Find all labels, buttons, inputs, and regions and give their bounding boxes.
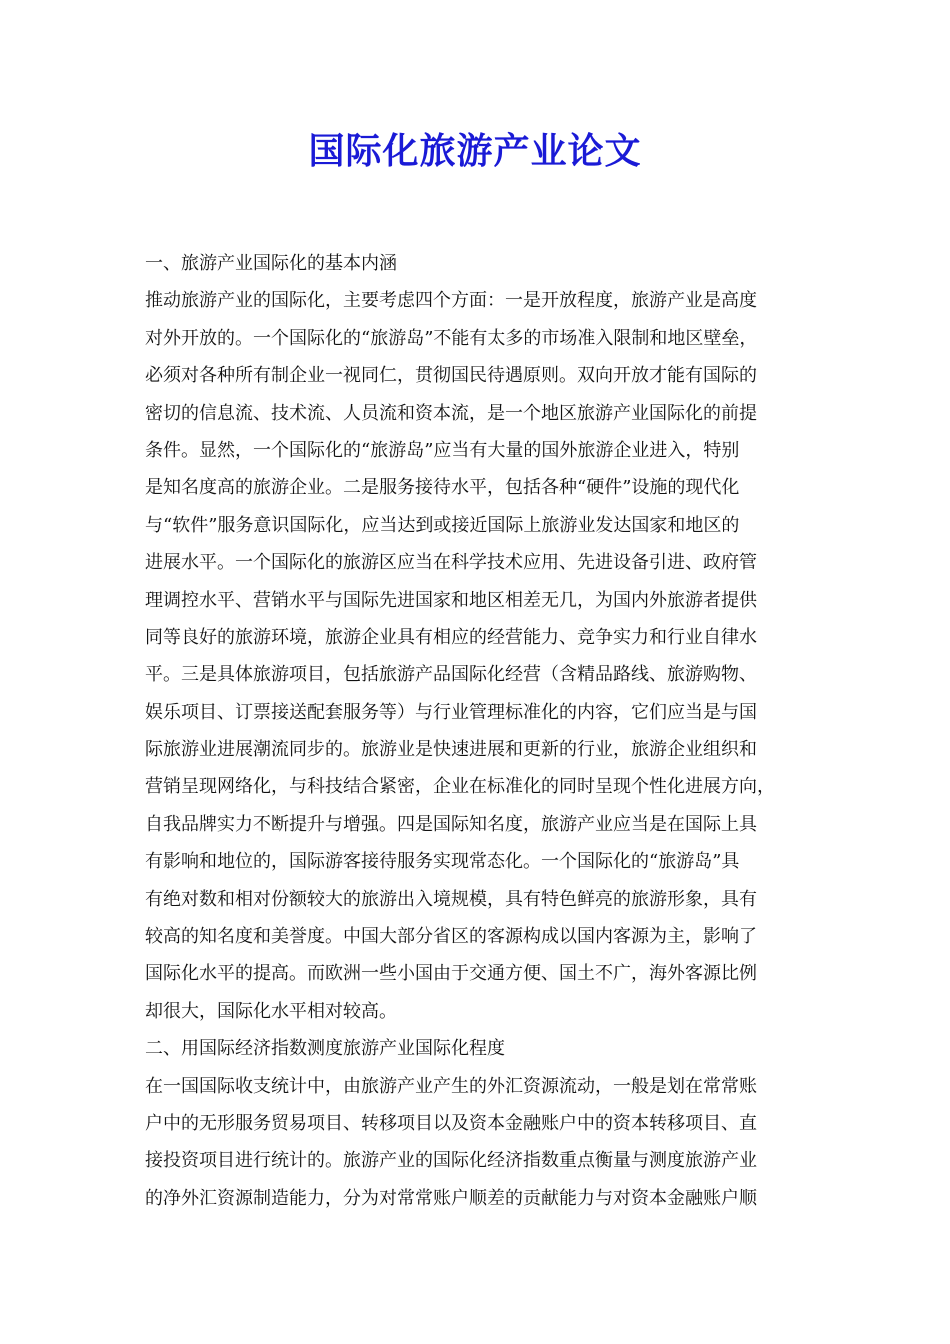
paragraph-line: 是知名度高的旅游企业。二是服务接待水平，包括各种“硬件”设施的现代化 [145,477,740,499]
paragraph-line: 对外开放的。一个国际化的“旅游岛”不能有太多的市场准入限制和地区壁垒， [145,327,758,349]
paragraph-line: 自我品牌实力不断提升与增强。四是国际知名度，旅游产业应当是在国际上具 [145,813,757,835]
paragraph-line: 却很大，国际化水平相对较高。 [145,1000,397,1022]
paragraph-line: 理调控水平、营销水平与国际先进国家和地区相差无几，为国内外旅游者提供 [145,589,757,611]
paragraph-line: 在一国国际收支统计中，由旅游产业产生的外汇资源流动，一般是划在常常账 [145,1075,757,1097]
document-body [145,245,825,1217]
paragraph-line: 同等良好的旅游环境，旅游企业具有相应的经营能力、竞争实力和行业自律水 [145,626,757,648]
document-title: 国际化旅游产业论文 [308,131,642,172]
paragraph-line: 与“软件”服务意识国际化，应当达到或接近国际上旅游业发达国家和地区的 [145,514,740,536]
paragraph-line: 进展水平。一个国际化的旅游区应当在科学技术应用、先进设备引进、政府管 [145,552,757,574]
paragraph-line: 际旅游业进展潮流同步的。旅游业是快速进展和更新的行业，旅游企业组织和 [145,739,757,761]
paragraph-line: 平。三是具体旅游项目，包括旅游产品国际化经营（含精品路线、旅游购物、 [145,664,757,686]
paragraph-line: 有影响和地位的，国际游客接待服务实现常态化。一个国际化的“旅游岛”具 [145,851,740,873]
paragraph-line: 接投资项目进行统计的。旅游产业的国际化经济指数重点衡量与测度旅游产业 [145,1150,757,1172]
paragraph-line: 营销呈现网络化，与科技结合紧密，企业在标准化的同时呈现个性化进展方向， [145,776,775,798]
paragraph-line: 户中的无形服务贸易项目、转移项目以及资本金融账户中的资本转移项目、直 [145,1112,757,1134]
paragraph-line: 国际化水平的提高。而欧洲一些小国由于交通方便、国土不广，海外客源比例 [145,963,757,985]
paragraph-line: 必须对各种所有制企业一视同仁，贯彻国民待遇原则。双向开放才能有国际的 [145,365,757,387]
paragraph-line: 推动旅游产业的国际化，主要考虑四个方面：一是开放程度，旅游产业是高度 [145,290,757,312]
paragraph-line: 的净外汇资源制造能力，分为对常常账户顺差的贡献能力与对资本金融账户顺 [145,1187,757,1209]
paragraph-line: 较高的知名度和美誉度。中国大部分省区的客源构成以国内客源为主，影响了 [145,926,757,948]
paragraph-line: 条件。显然，一个国际化的“旅游岛”应当有大量的国外旅游企业进入，特别 [145,439,740,461]
paragraph-line: 有绝对数和相对份额较大的旅游出入境规模，具有特色鲜亮的旅游形象，具有 [145,888,757,910]
section-heading: 一、旅游产业国际化的基本内涵 [145,253,397,274]
section-heading: 二、用国际经济指数测度旅游产业国际化程度 [145,1038,505,1060]
paragraph-line: 密切的信息流、技术流、人员流和资本流，是一个地区旅游产业国际化的前提 [145,402,757,424]
paragraph-line: 娱乐项目、订票接送配套服务等）与行业管理标准化的内容，它们应当是与国 [145,701,757,723]
